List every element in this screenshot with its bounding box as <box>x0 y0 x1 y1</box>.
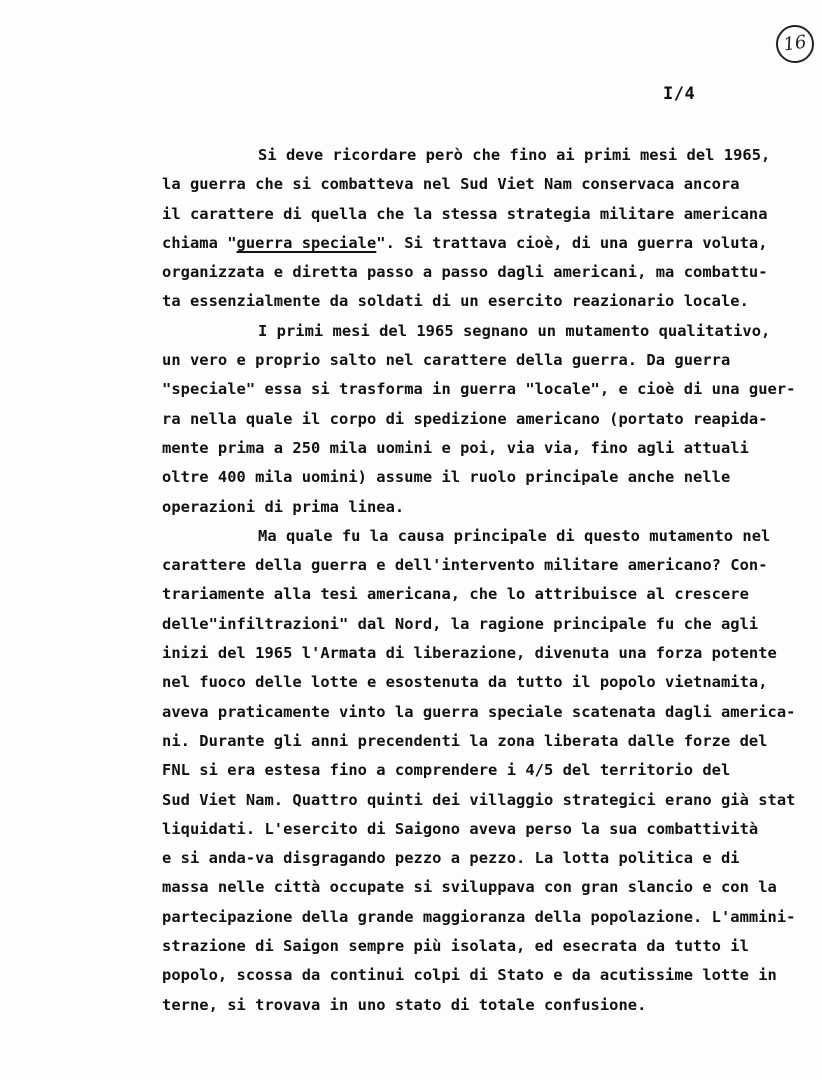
text-line: I primi mesi del 1965 segnano un mutamento qualitativo, <box>258 321 771 340</box>
text-line: mente prima a 250 mila uomini e poi, via via, fino agli attuali <box>162 438 749 457</box>
text-line: delle"infiltrazioni" dal Nord, la ragione principale fu che agli <box>162 614 759 633</box>
text-line: ra nella quale il corpo di spedizione americano (portato reapida- <box>162 409 768 428</box>
text-line: "speciale" essa si trasforma in guerra "locale", e cioè di una guer- <box>162 380 796 399</box>
underlined-term: guerra speciale <box>236 233 377 252</box>
text-fragment: ". Si trattava cioè, di una guerra voluta, <box>376 233 768 252</box>
body-text <box>162 141 822 1020</box>
page-stamp: 16 <box>774 23 817 66</box>
text-line: popolo, scossa da continui colpi di Stato e da acutissime lotte in <box>162 966 777 985</box>
text-line: organizzata e diretta passo a passo dagli americani, ma combattu- <box>162 263 768 282</box>
text-line: ta essenzialmente da soldati di un esercito reazionario locale. <box>162 292 749 311</box>
text-line: oltre 400 mila uomini) assume il ruolo principale anche nelle <box>162 468 731 487</box>
text-line: Ma quale fu la causa principale di questo mutamento nel <box>258 526 771 545</box>
text-line: FNL si era estesa fino a comprendere i 4/5 del territorio del <box>162 761 731 780</box>
text-line: Sud Viet Nam. Quattro quinti dei villaggio strategici erano già stat <box>162 790 796 809</box>
text-line: un vero e proprio salto nel carattere della guerra. Da guerra <box>162 351 731 370</box>
text-line: liquidati. L'esercito di Saigono aveva perso la sua combattività <box>162 819 759 838</box>
text-line: nel fuoco delle lotte e esostenuta da tutto il popolo vietnamita, <box>162 673 768 692</box>
text-fragment: chiama " <box>162 233 237 252</box>
text-line: il carattere di quella che la stessa strategia militare americana <box>162 204 768 223</box>
text-line: terne, si trovava in uno stato di totale confusione. <box>162 995 647 1014</box>
text-line: aveva praticamente vinto la guerra speciale scatenata dagli america- <box>162 702 796 721</box>
text-line: massa nelle città occupate si sviluppava con gran slancio e con la <box>162 878 777 897</box>
text-line: inizi del 1965 l'Armata di liberazione, divenuta una forza potente <box>162 644 777 663</box>
text-line: carattere della guerra e dell'intervento militare americano? Con- <box>162 556 768 575</box>
text-line: strazione di Saigon sempre più isolata, ed esecrata da tutto il <box>162 937 749 956</box>
page-number: I/4 <box>663 84 696 104</box>
text-line: trariamente alla tesi americana, che lo attribuisce al crescere <box>162 585 749 604</box>
text-line: operazioni di prima linea. <box>162 497 405 516</box>
text-line <box>162 229 822 258</box>
text-line: Si deve ricordare però che fino ai primi mesi del 1965, <box>258 146 771 164</box>
text-line: ni. Durante gli anni precendenti la zona liberata dalle forze del <box>162 731 768 750</box>
text-line: la guerra che si combatteva nel Sud Viet Nam conservaca ancora <box>162 175 740 194</box>
text-line: partecipazione della grande maggioranza della popolazione. L'ammini- <box>162 907 796 926</box>
text-line: e si anda-va disgragando pezzo a pezzo. La lotta politica e di <box>162 849 740 868</box>
